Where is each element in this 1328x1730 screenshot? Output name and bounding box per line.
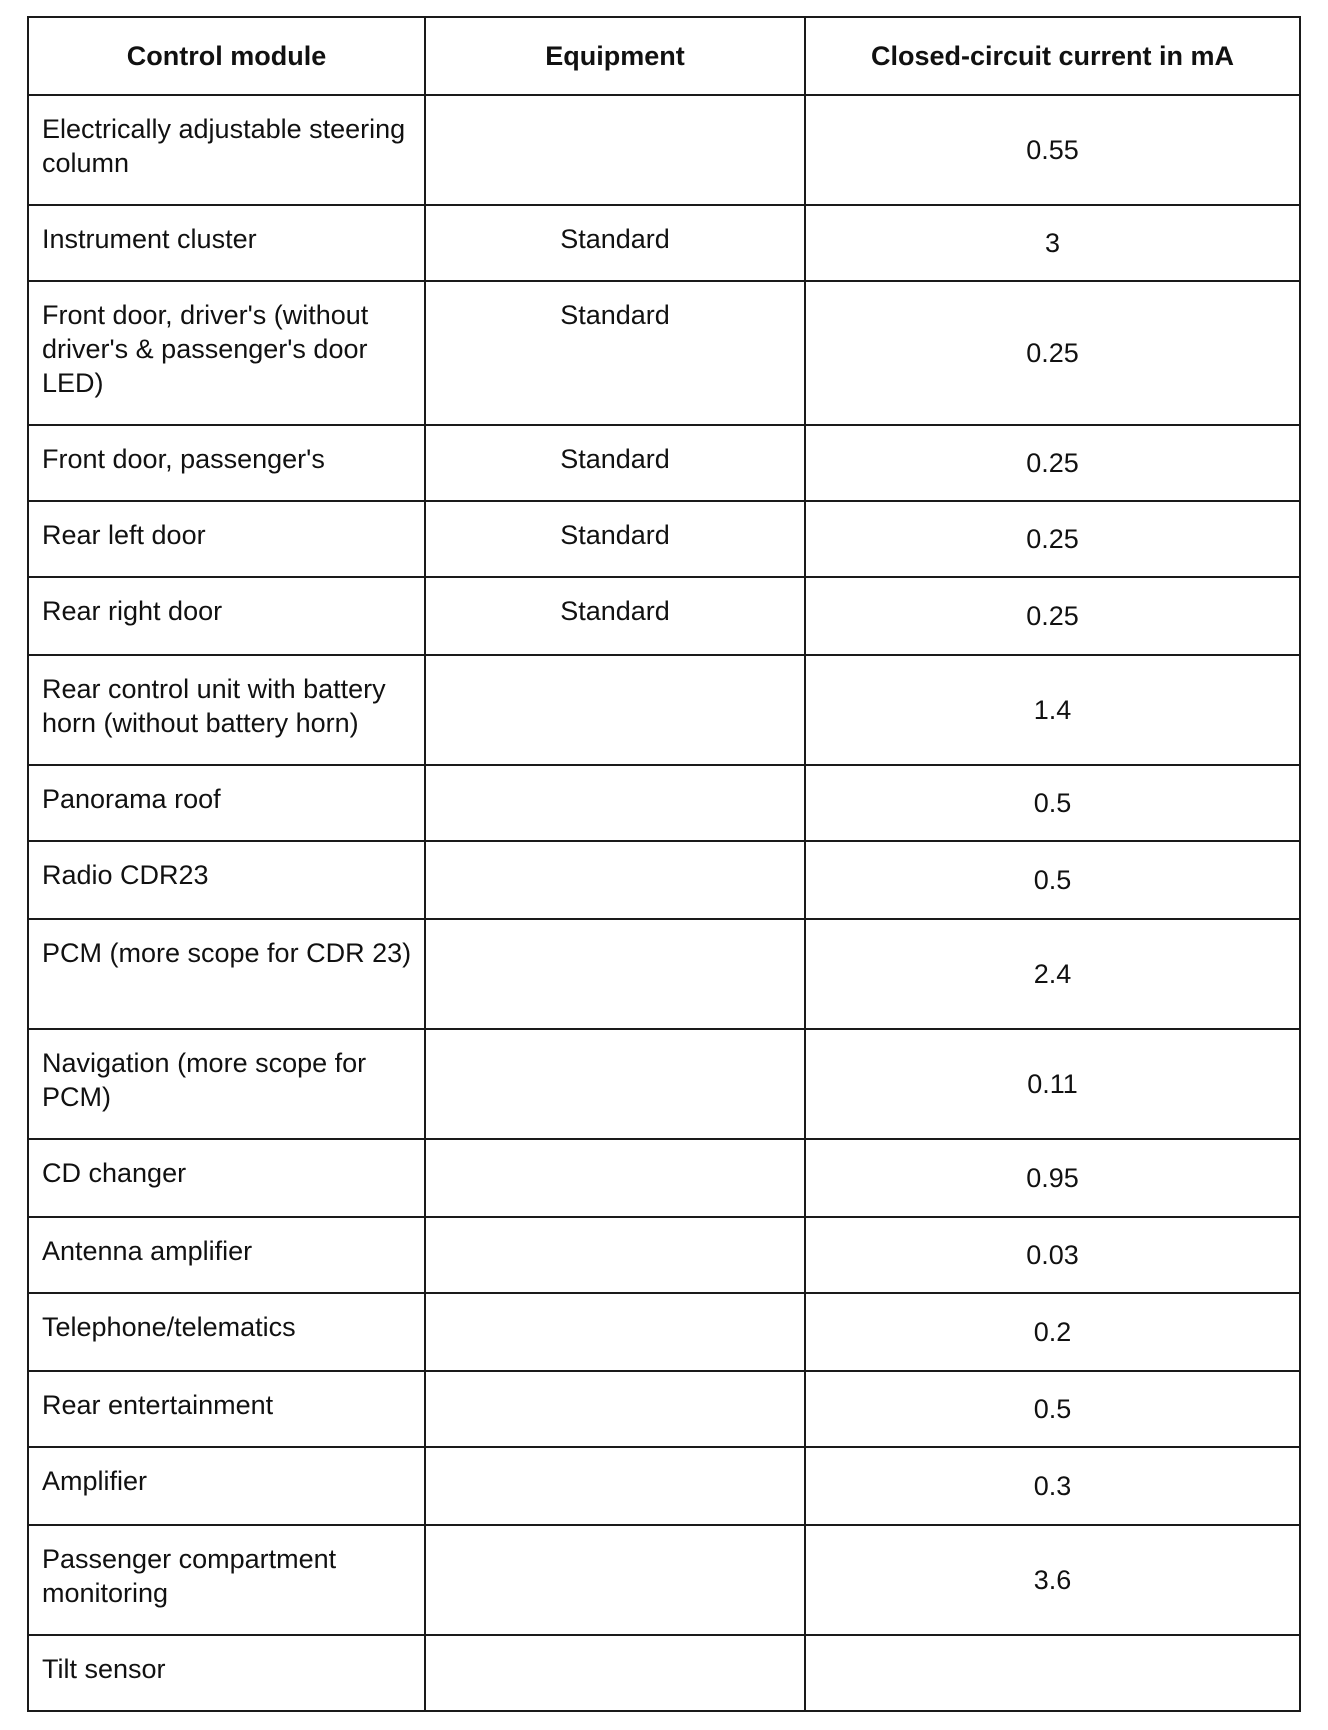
- cell-equipment: [425, 765, 805, 841]
- cell-equipment: Standard: [425, 501, 805, 577]
- cell-control-module: Tilt sensor: [28, 1635, 425, 1711]
- cell-current: 0.2: [805, 1293, 1300, 1371]
- cell-current: 0.55: [805, 95, 1300, 205]
- cell-current: 0.03: [805, 1217, 1300, 1293]
- cell-current: 0.25: [805, 281, 1300, 425]
- cell-current: 0.25: [805, 577, 1300, 655]
- cell-equipment: [425, 1139, 805, 1217]
- cell-control-module: Front door, driver's (without driver's & passenger's door LED): [28, 281, 425, 425]
- cell-current: 0.95: [805, 1139, 1300, 1217]
- table-row: [28, 1371, 1300, 1447]
- cell-control-module: CD changer: [28, 1139, 425, 1217]
- cell-control-module: Radio CDR23: [28, 841, 425, 919]
- cell-equipment: [425, 1029, 805, 1139]
- table-row: [28, 205, 1300, 281]
- cell-current: 2.4: [805, 919, 1300, 1029]
- table-row: [28, 1293, 1300, 1371]
- cell-control-module: Instrument cluster: [28, 205, 425, 281]
- cell-equipment: Standard: [425, 577, 805, 655]
- table-row: [28, 1635, 1300, 1711]
- cell-current: 0.25: [805, 501, 1300, 577]
- cell-control-module: Amplifier: [28, 1447, 425, 1525]
- cell-current: 0.11: [805, 1029, 1300, 1139]
- cell-equipment: Standard: [425, 281, 805, 425]
- cell-control-module: Rear entertainment: [28, 1371, 425, 1447]
- cell-equipment: [425, 1525, 805, 1635]
- cell-control-module: Rear control unit with battery horn (without battery horn): [28, 655, 425, 765]
- cell-equipment: [425, 655, 805, 765]
- cell-equipment: Standard: [425, 425, 805, 501]
- table-row: [28, 501, 1300, 577]
- cell-control-module: Rear right door: [28, 577, 425, 655]
- table-row: [28, 1447, 1300, 1525]
- cell-equipment: [425, 1371, 805, 1447]
- cell-control-module: PCM (more scope for CDR 23): [28, 919, 425, 1029]
- cell-equipment: Standard: [425, 205, 805, 281]
- header-control-module: Control module: [28, 17, 425, 95]
- table-row: [28, 1029, 1300, 1139]
- cell-equipment: [425, 95, 805, 205]
- cell-current: 0.5: [805, 841, 1300, 919]
- cell-current: 3.6: [805, 1525, 1300, 1635]
- cell-equipment: [425, 1217, 805, 1293]
- closed-circuit-current-table-wrapper: [27, 16, 1299, 1712]
- table-row: [28, 765, 1300, 841]
- table-row: [28, 919, 1300, 1029]
- table-row: [28, 1525, 1300, 1635]
- cell-equipment: [425, 1635, 805, 1711]
- cell-current: 0.5: [805, 765, 1300, 841]
- cell-equipment: [425, 1293, 805, 1371]
- table-row: [28, 281, 1300, 425]
- cell-current: 0.3: [805, 1447, 1300, 1525]
- cell-control-module: Electrically adjustable steering column: [28, 95, 425, 205]
- table-row: [28, 577, 1300, 655]
- closed-circuit-current-table: [27, 16, 1301, 1712]
- cell-equipment: [425, 1447, 805, 1525]
- table-row: [28, 425, 1300, 501]
- table-row: [28, 1139, 1300, 1217]
- cell-control-module: Navigation (more scope for PCM): [28, 1029, 425, 1139]
- cell-equipment: [425, 919, 805, 1029]
- cell-control-module: Front door, passenger's: [28, 425, 425, 501]
- cell-control-module: Telephone/telematics: [28, 1293, 425, 1371]
- cell-current: 1.4: [805, 655, 1300, 765]
- table-row: [28, 841, 1300, 919]
- table-row: [28, 95, 1300, 205]
- cell-control-module: Rear left door: [28, 501, 425, 577]
- table-header-row: [28, 17, 1300, 95]
- cell-equipment: [425, 841, 805, 919]
- cell-current: 3: [805, 205, 1300, 281]
- cell-control-module: Panorama roof: [28, 765, 425, 841]
- cell-control-module: Antenna amplifier: [28, 1217, 425, 1293]
- table-row: [28, 1217, 1300, 1293]
- header-closed-circuit-current: Closed-circuit current in mA: [805, 17, 1300, 95]
- cell-current: [805, 1635, 1300, 1711]
- header-equipment: Equipment: [425, 17, 805, 95]
- table-row: [28, 655, 1300, 765]
- cell-current: 0.25: [805, 425, 1300, 501]
- cell-control-module: Passenger compartment monitoring: [28, 1525, 425, 1635]
- cell-current: 0.5: [805, 1371, 1300, 1447]
